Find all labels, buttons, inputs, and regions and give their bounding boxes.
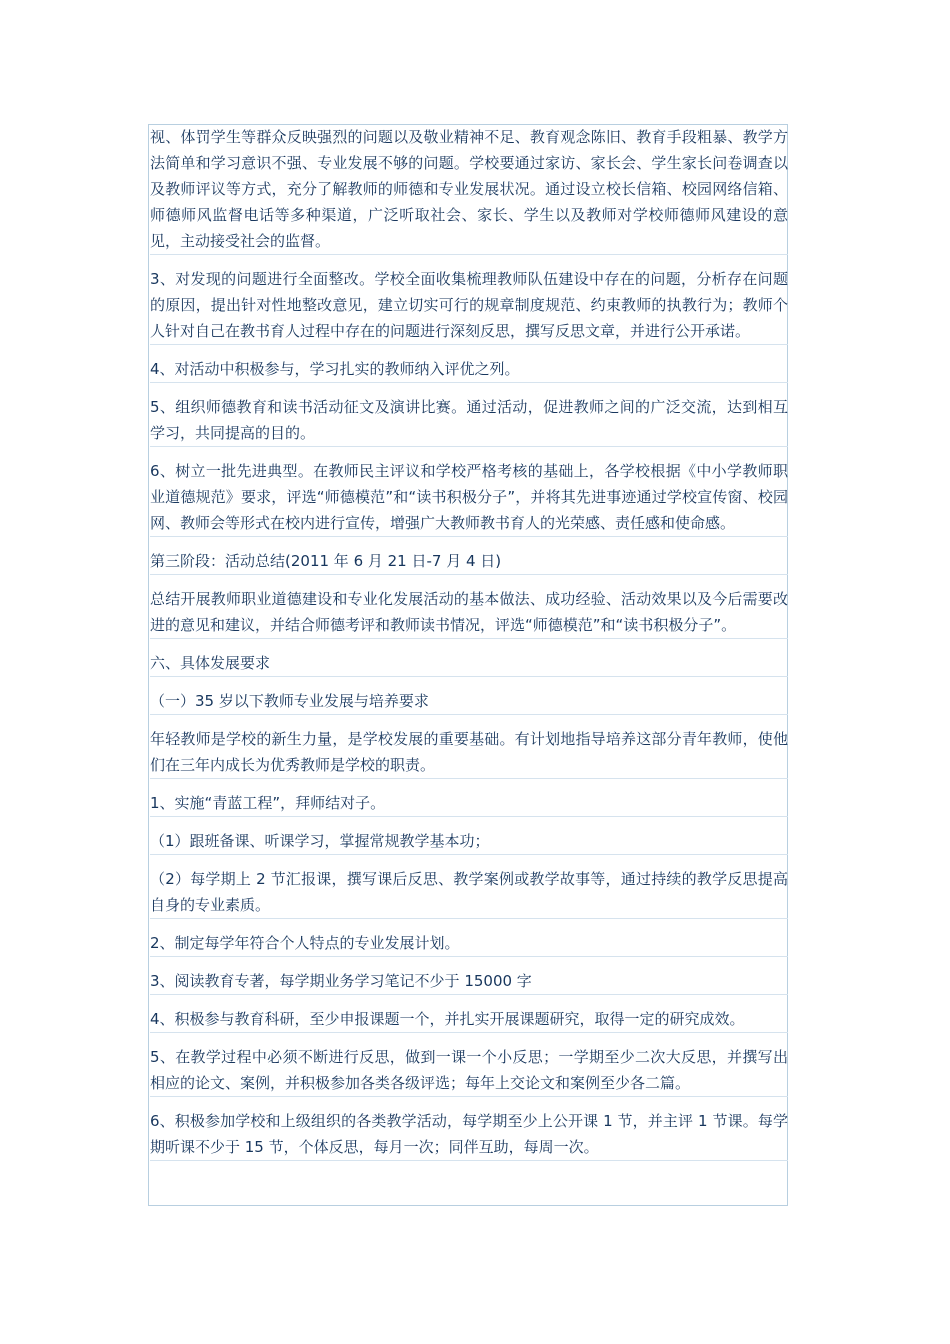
list-subitem-2-report-lessons: （2）每学期上 2 节汇报课，撰写课后反思、教学案例或教学故事等，通过持续的教学反思提高自身的专业素质。 xyxy=(150,866,788,919)
heading-subsection-one: （一）35 岁以下教师专业发展与培养要求 xyxy=(150,688,788,715)
list-item-3-reading: 3、阅读教育专著，每学期业务学习笔记不少于 15000 字 xyxy=(150,968,788,995)
list-item-5-reflection: 5、在教学过程中必须不断进行反思，做到一课一个小反思；一学期至少二次大反思，并撰写出相应的论文、案例，并积极参加各类各级评选；每年上交论文和案例至少各二篇。 xyxy=(150,1044,788,1097)
paragraph-intro-continuation: 视、体罚学生等群众反映强烈的问题以及敬业精神不足、教育观念陈旧、教育手段粗暴、教学方法简单和学习意识不强、专业发展不够的问题。学校要通过家访、家长会、学生家长问卷调查以及教师评议等方式，充分了解教师的师德和专业发展状况。通过设立校长信箱、校园网络信箱、师德师风监督电话等多种渠道，广泛听取社会、家长、学生以及教师对学校师德师风建设的意见，主动接受社会的监督。 xyxy=(150,124,788,255)
list-item-1-mentoring: 1、实施“青蓝工程”，拜师结对子。 xyxy=(150,790,788,817)
paragraph-item-6-models: 6、树立一批先进典型。在教师民主评议和学校严格考核的基础上，各学校根据《中小学教师职业道德规范》要求，评选“师德模范”和“读书积极分子”，并将其先进事迹通过学校宣传窗、校园网、教师会等形式在校内进行宣传，增强广大教师教书育人的光荣感、责任感和使命感。 xyxy=(150,458,788,537)
paragraph-young-teachers: 年轻教师是学校的新生力量，是学校发展的重要基础。有计划地指导培养这部分青年教师，使他们在三年内成长为优秀教师是学校的职责。 xyxy=(150,726,788,779)
heading-stage-three: 第三阶段：活动总结(2011 年 6 月 21 日-7 月 4 日) xyxy=(150,548,788,575)
paragraph-item-3-rectification: 3、对发现的问题进行全面整改。学校全面收集梳理教师队伍建设中存在的问题，分析存在问题的原因，提出针对性地整改意见，建立切实可行的规章制度规范、约束教师的执教行为；教师个人针对自己在教书育人过程中存在的问题进行深刻反思，撰写反思文章，并进行公开承诺。 xyxy=(150,266,788,345)
list-subitem-1-lesson-prep: （1）跟班备课、听课学习，掌握常规教学基本功； xyxy=(150,828,788,855)
heading-section-six: 六、具体发展要求 xyxy=(150,650,788,677)
document-body xyxy=(150,124,788,1172)
list-item-6-teaching-activities: 6、积极参加学校和上级组织的各类教学活动，每学期至少上公开课 1 节，并主评 1 节课。每学期听课不少于 15 节，个体反思，每月一次；同伴互助，每周一次。 xyxy=(150,1108,788,1161)
list-item-4-research: 4、积极参与教育科研，至少申报课题一个，并扎实开展课题研究，取得一定的研究成效。 xyxy=(150,1006,788,1033)
list-item-2-development-plan: 2、制定每学年符合个人特点的专业发展计划。 xyxy=(150,930,788,957)
paragraph-summary: 总结开展教师职业道德建设和专业化发展活动的基本做法、成功经验、活动效果以及今后需要改进的意见和建议，并结合师德考评和教师读书情况，评选“师德模范”和“读书积极分子”。 xyxy=(150,586,788,639)
paragraph-item-4-evaluation: 4、对活动中积极参与，学习扎实的教师纳入评优之列。 xyxy=(150,356,788,383)
paragraph-item-5-competition: 5、组织师德教育和读书活动征文及演讲比赛。通过活动，促进教师之间的广泛交流，达到相互学习，共同提高的目的。 xyxy=(150,394,788,447)
